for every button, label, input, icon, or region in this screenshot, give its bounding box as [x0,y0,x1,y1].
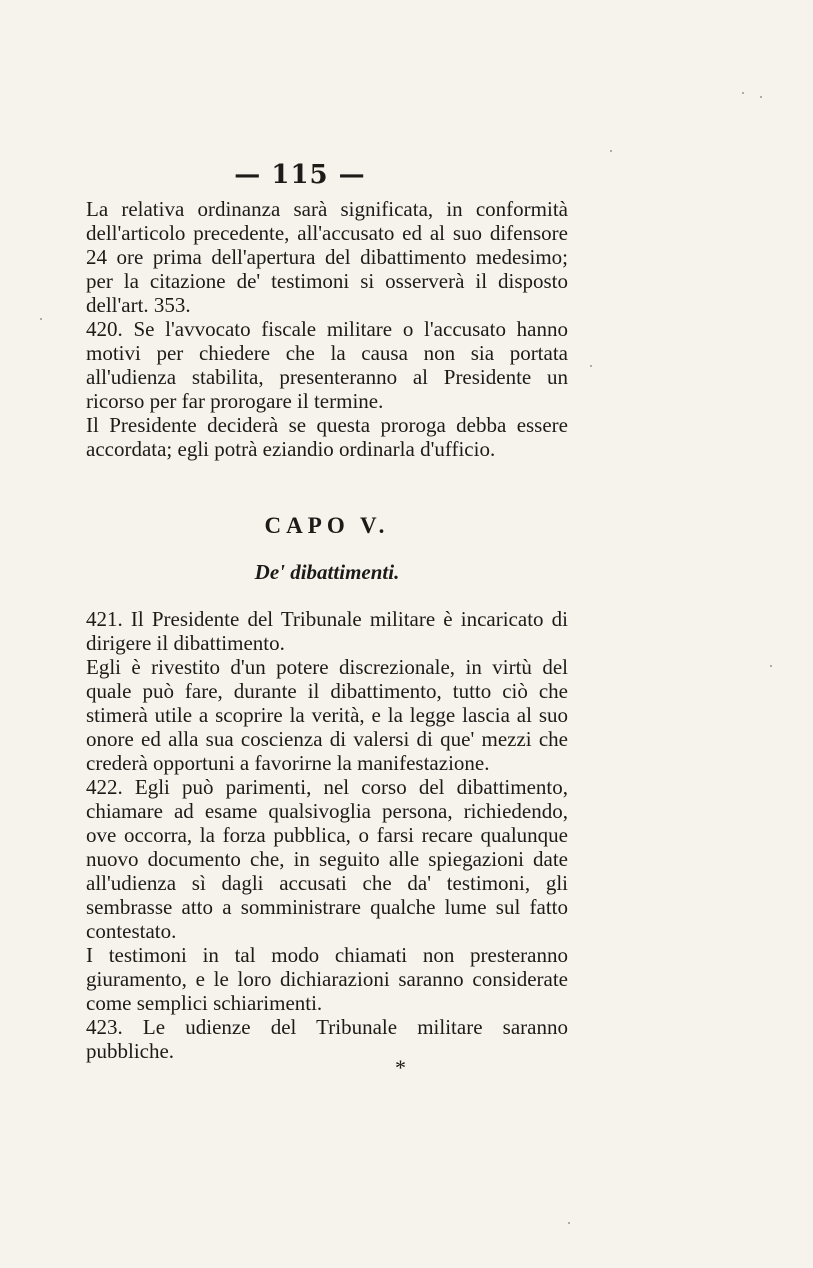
chapter-subtitle: De' dibattimenti. [254,560,400,584]
paragraph: I testimoni in tal modo chiamati non presteranno giuramento, e le loro dichiarazioni saranno considerate come semplici schiarimenti. [86,943,568,1015]
paper-speck [742,92,744,94]
paper-speck [770,665,772,667]
paragraph: Egli è rivestito d'un potere discrezionale, in virtù del quale può fare, durante il dibattimento, tutto ciò che stimerà utile a scoprire la verità, e la legge lascia al suo onore ed alla sua coscienza di valersi di que' mezzi che crederà opportuni a favorirne la manifestazione. [86,655,568,775]
paragraph-article-420: 420. Se l'avvocato fiscale militare o l'accusato hanno motivi per chiedere che la causa non sia portata all'udienza stabilita, presenteranno al Presidente un ricorso per far prorogare il termine. [86,317,568,413]
paper-speck [568,1222,570,1224]
paragraph: Il Presidente deciderà se questa proroga debba essere accordata; egli potrà eziandio ordinarla d'ufficio. [86,413,568,461]
text-block-top [86,197,568,461]
page-number: — 115 — [234,160,366,190]
text-block-bottom [86,607,568,1063]
paragraph-article-421: 421. Il Presidente del Tribunale militare è incaricato di dirigere il dibattimento. [86,607,568,655]
paper-speck [610,150,612,152]
paper-speck [40,318,42,320]
signature-mark: * [395,1055,406,1080]
paper-speck [590,365,592,367]
paragraph: La relativa ordinanza sarà significata, in conformità dell'articolo precedente, all'accusato ed al suo difensore 24 ore prima dell'apertura del dibattimento medesimo; per la citazione de' testimoni si osserverà il disposto dell'art. 353. [86,197,568,317]
paragraph-article-423: 423. Le udienze del Tribunale militare saranno pubbliche. [86,1015,568,1063]
paragraph-article-422: 422. Egli può parimenti, nel corso del dibattimento, chiamare ad esame qualsivoglia persona, richiedendo, ove occorra, la forza pubblica, o farsi recare qualunque nuovo documento che, in seguito alle spiegazioni date all'udienza sì dagli accusati che da' testimoni, gli sembrasse atto a somministrare qualche lume sul fatto contestato. [86,775,568,943]
chapter-heading: CAPO V. [264,513,390,538]
paper-speck [760,96,762,98]
